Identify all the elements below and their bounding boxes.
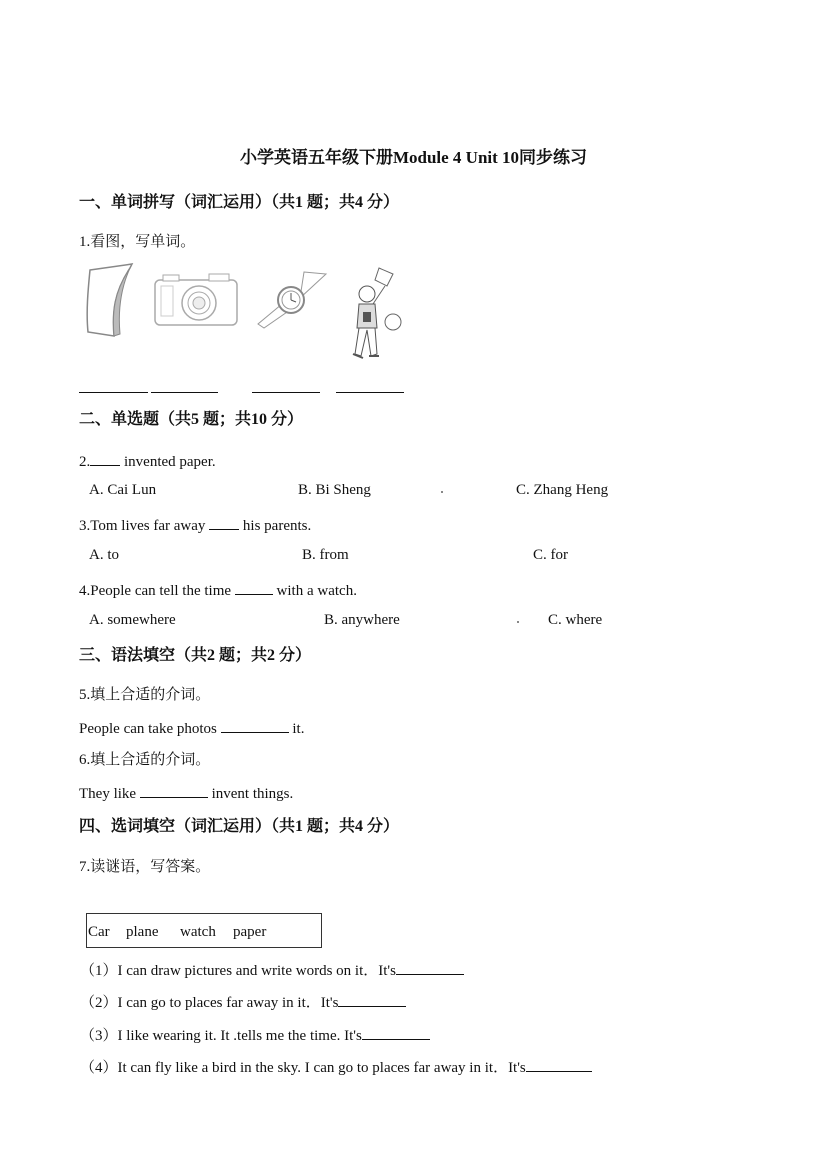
question-2-number: 2. — [79, 454, 91, 470]
riddle-3 — [80, 1024, 430, 1045]
question-6-prompt: 6.填上合适的介词。 — [79, 752, 211, 768]
riddle-1 — [80, 959, 464, 980]
riddle-4-blank[interactable] — [526, 1057, 592, 1072]
page-title: 小学英语五年级下册Module 4 Unit 10同步练习 — [239, 148, 588, 167]
question-5-sentence — [79, 718, 304, 738]
answer-blank-4[interactable] — [336, 392, 404, 393]
question-3 — [79, 515, 311, 535]
question-4-option-c[interactable]: C. where — [548, 612, 603, 628]
answer-blank-3[interactable] — [252, 392, 320, 393]
question-4 — [79, 580, 357, 600]
question-2-option-c[interactable]: C. Zhang Heng — [516, 482, 609, 498]
section-4-heading: 四、选词填空（词汇运用）（共1 题；共4 分） — [79, 818, 400, 835]
question-3-option-b[interactable]: B. from — [302, 547, 349, 563]
question-5-prompt: 5.填上合适的介词。 — [79, 687, 211, 703]
question-5-text-after: it. — [288, 721, 305, 737]
question-4-text-before: 4.People can tell the time — [79, 583, 235, 599]
section-3-heading: 三、语法填空（共2 题；共2 分） — [79, 647, 312, 664]
watch-icon — [256, 268, 328, 330]
question-3-text-before: 3.Tom lives far away — [79, 518, 210, 534]
riddle-3-blank[interactable] — [362, 1025, 430, 1040]
question-3-option-a[interactable]: A. to — [89, 547, 119, 563]
stray-dot — [441, 491, 443, 493]
camera-icon — [153, 272, 239, 328]
word-bank-word: plane — [126, 924, 159, 940]
section-2-heading: 二、单选题（共5 题；共10 分） — [79, 411, 304, 428]
question-2-option-b[interactable]: B. Bi Sheng — [298, 482, 371, 498]
question-6-text-before: They like — [79, 786, 140, 802]
question-5-text-before: People can take photos — [79, 721, 221, 737]
riddle-2-text: （2）I can go to places far away in it．It's — [80, 995, 339, 1011]
word-bank-word: watch — [180, 924, 216, 940]
answer-blank-1[interactable] — [79, 392, 148, 393]
question-4-option-a[interactable]: A. somewhere — [89, 612, 176, 628]
section-1-heading: 一、单词拼写（词汇运用）（共1 题；共4 分） — [79, 194, 400, 211]
answer-blank-2[interactable] — [151, 392, 218, 393]
question-2-text: invented paper. — [120, 454, 216, 470]
riddle-2-blank[interactable] — [338, 992, 406, 1007]
paper-icon — [84, 262, 140, 340]
question-6-blank[interactable] — [140, 783, 208, 798]
question-3-text-after: his parents. — [239, 518, 312, 534]
riddle-2 — [80, 991, 406, 1012]
question-6-sentence — [79, 783, 293, 803]
riddle-3-text: （3）I like wearing it. It .tells me the time. It's — [80, 1028, 362, 1044]
kite-boy-icon — [349, 264, 411, 360]
stray-dot — [517, 621, 519, 623]
question-3-option-c[interactable]: C. for — [533, 547, 568, 563]
riddle-1-blank[interactable] — [396, 960, 464, 975]
question-4-text-after: with a watch. — [272, 583, 357, 599]
word-bank-word: Car — [88, 924, 110, 940]
word-bank-box — [86, 913, 322, 948]
question-4-option-b[interactable]: B. anywhere — [324, 612, 400, 628]
question-2-blank[interactable] — [90, 451, 120, 466]
question-2 — [79, 451, 216, 471]
riddle-4-text: （4）It can fly like a bird in the sky. I can go to places far away in it．It's — [80, 1060, 526, 1076]
riddle-4 — [80, 1056, 592, 1077]
question-3-blank[interactable] — [209, 515, 239, 530]
riddle-1-text: （1）I can draw pictures and write words on it．It's — [80, 963, 396, 979]
question-5-blank[interactable] — [221, 718, 289, 733]
word-bank-word: paper — [233, 924, 267, 940]
question-1-prompt: 1.看图，写单词。 — [79, 234, 196, 250]
question-4-blank[interactable] — [235, 580, 273, 595]
question-2-option-a[interactable]: A. Cai Lun — [89, 482, 157, 498]
question-7-prompt: 7.读谜语，写答案。 — [79, 859, 211, 875]
question-6-text-after: invent things. — [207, 786, 294, 802]
